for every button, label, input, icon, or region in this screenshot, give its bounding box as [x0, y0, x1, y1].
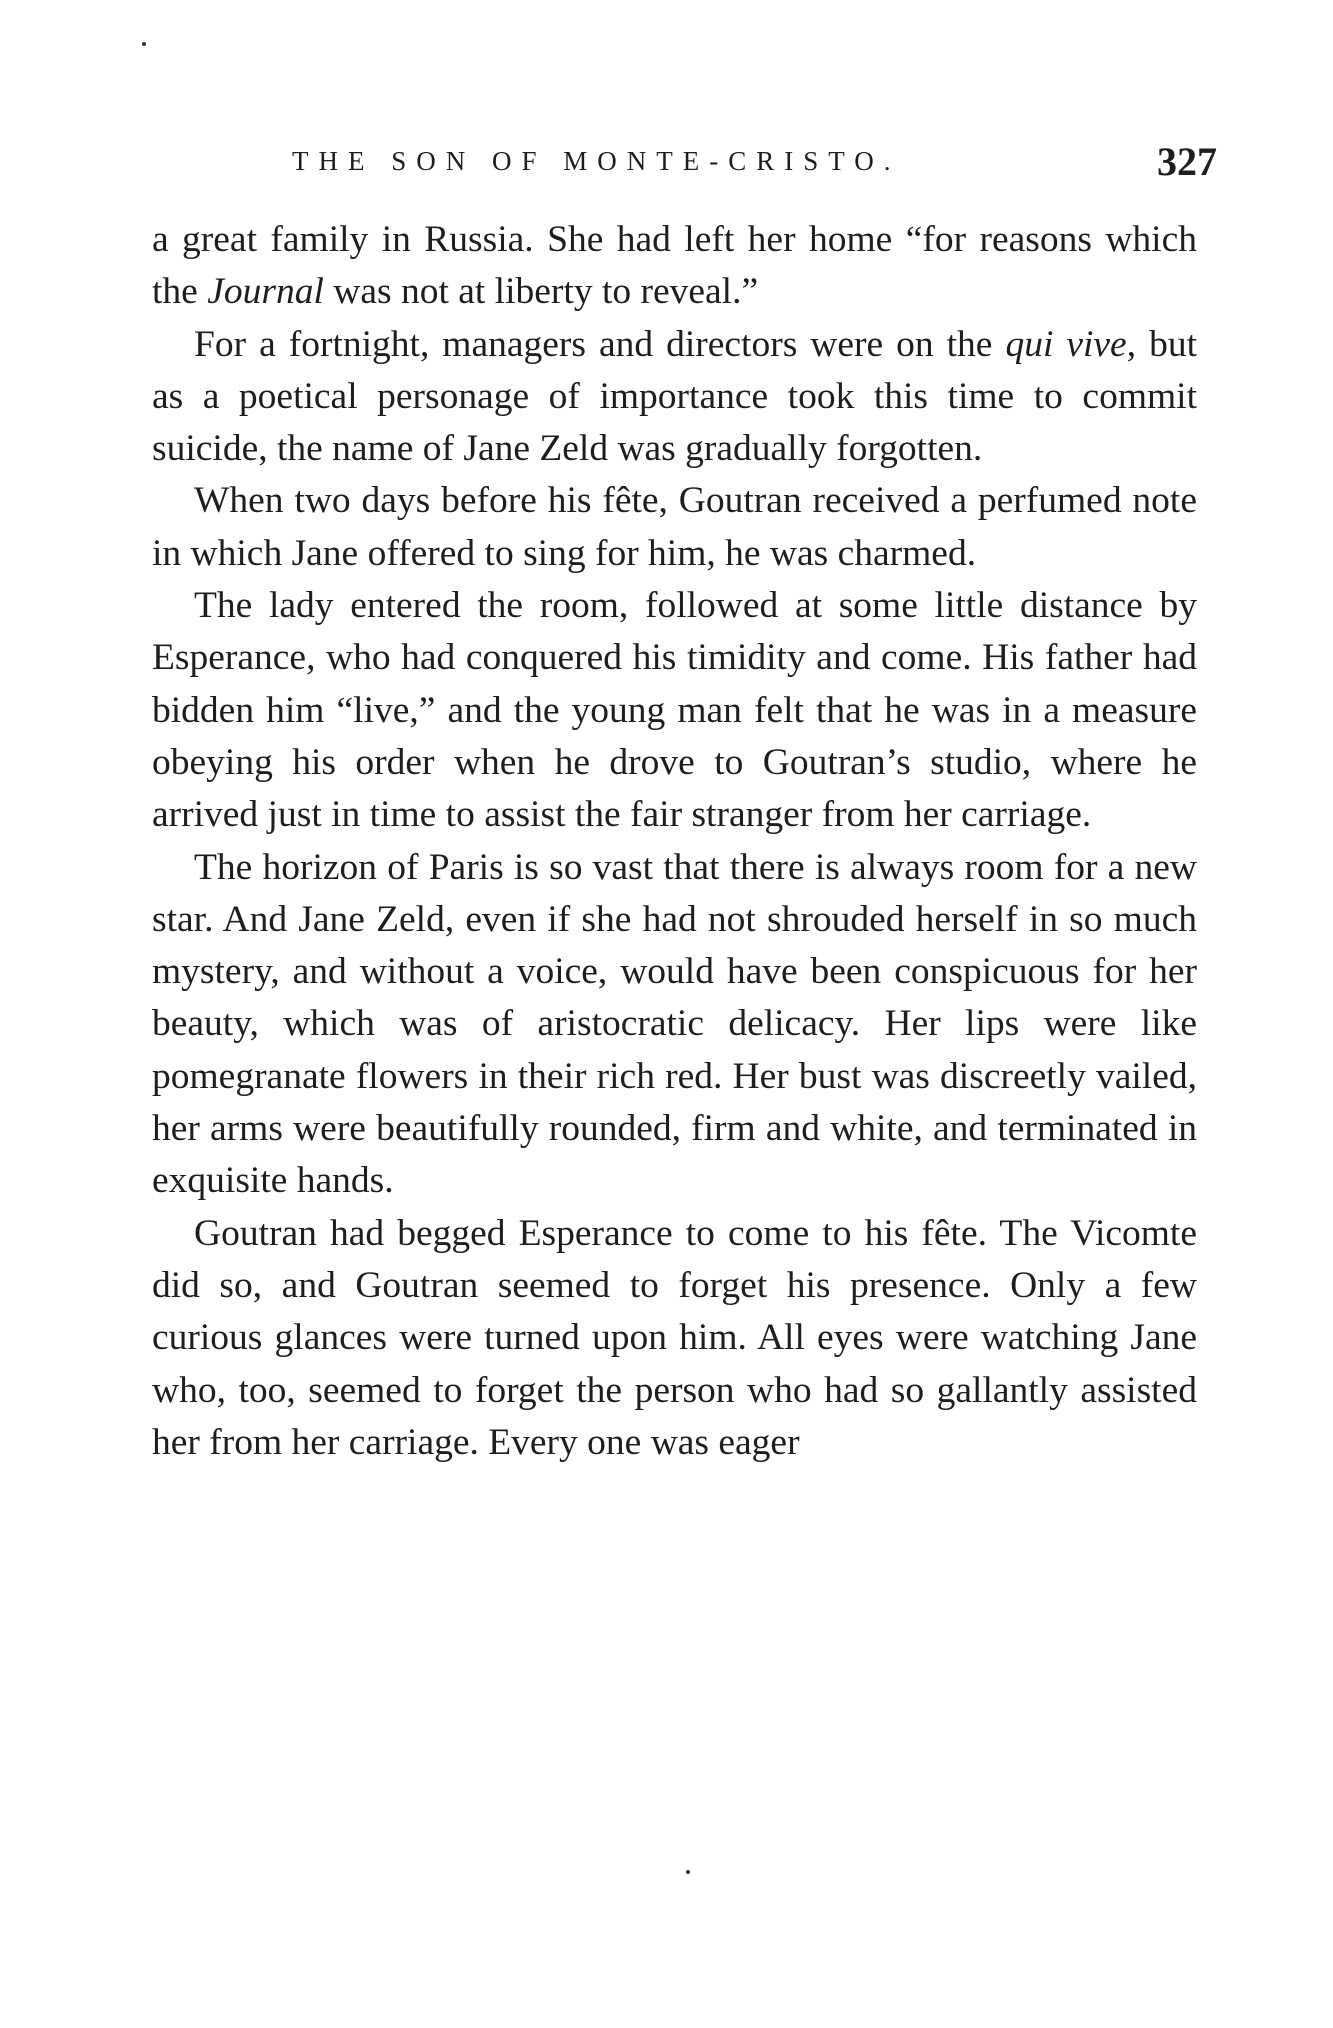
- paragraph-1-text-b: was not at liberty to reveal.”: [323, 271, 759, 313]
- running-title: THE SON OF MONTE-CRISTO.: [292, 146, 901, 176]
- print-speck: [142, 42, 146, 46]
- page-number: 327: [1157, 139, 1217, 184]
- paragraph-2: [152, 319, 1197, 476]
- print-speck: [686, 1870, 690, 1874]
- paragraph-3: When two days before his fête, Goutran received a perfumed note in which Jane offered to sing for him, he was charmed.: [152, 480, 1197, 574]
- paragraph-2-text-b: , but as a poetical personage of importance took this time to commit suicide, the name of Jane Zeld was gradually forgotten.: [152, 323, 1197, 470]
- paragraph-1: [152, 214, 1197, 319]
- qui-vive-italic: qui vive: [1005, 323, 1127, 365]
- paragraph-4: The lady entered the room, followed at some little distance by Esperance, who had conquered his timidity and come. His father had bidden him “live,” and the young man felt that he was in a measure obeying his order when he drove to Goutran’s studio, where he arrived just in time to assist the fair stranger from her carriage.: [152, 585, 1197, 836]
- journal-italic: Journal: [207, 271, 324, 313]
- paragraph-2-text-a: For a fortnight, managers and directors were on the: [194, 323, 1006, 365]
- paragraph-1-text-a: a great family in Russia. She had left her home “for reasons which the: [152, 219, 1197, 313]
- running-header: [292, 138, 1217, 186]
- paragraph-6: Goutran had begged Esperance to come to his fête. The Vicomte did so, and Goutran seemed to forget his presence. Only a few curious glances were turned upon him. All eyes were watching Jane who, too, seemed to forget the person who had so gallantly assisted her from her carriage. Every one was eager: [152, 1212, 1197, 1463]
- body-text: [152, 214, 1197, 1469]
- paragraph-5: The horizon of Paris is so vast that there is always room for a new star. And Jane Zeld, even if she had not shrouded herself in so much mystery, and without a voice, would have been conspicuous for her beauty, which was of aristocratic delicacy. Her lips were like pomegranate flowers in their rich red. Her bust was discreetly vailed, her arms were beautifully rounded, firm and white, and terminated in exquisite hands.: [152, 846, 1197, 1202]
